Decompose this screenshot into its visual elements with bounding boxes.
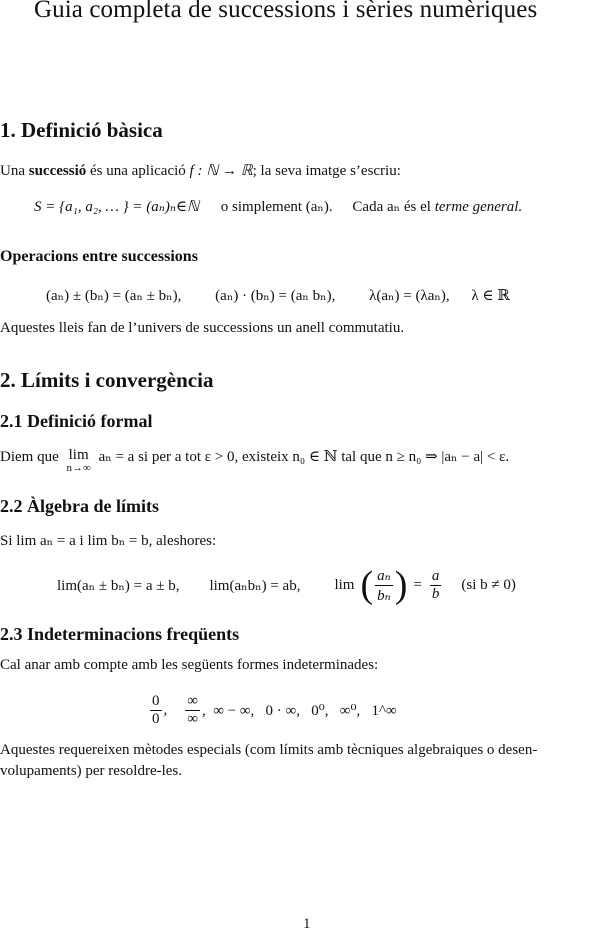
- operations-heading: Operacions entre successions: [0, 248, 198, 265]
- fraction-denominator: bₙ: [375, 585, 393, 605]
- nonzero-condition: (si b ≠ 0): [461, 576, 516, 593]
- result-denominator: b: [431, 585, 440, 602]
- subsection-2-1-heading: 2.1 Definició formal: [0, 411, 153, 431]
- other-indeterminate-forms: , ∞ − ∞, 0 · ∞, 0⁰, ∞⁰, 1^∞: [201, 702, 397, 719]
- zero-numerator: 0: [152, 692, 160, 709]
- result-fraction: [430, 568, 442, 603]
- infinity-numerator: ∞: [187, 692, 198, 709]
- infinity-denominator: ∞: [187, 710, 198, 727]
- lim-quotient-lim: lim: [334, 576, 355, 593]
- ring-note: Aquestes lleis fan de l’univers de successions un anell commutatiu.: [0, 320, 405, 336]
- def-text-c: ; la seva imatge s’escriu:: [252, 163, 401, 179]
- result-numerator: a: [431, 567, 440, 584]
- limit-subscript: n→∞: [66, 462, 91, 474]
- left-paren: (: [360, 564, 374, 606]
- limit-word: lim: [68, 447, 89, 463]
- op-lambda-real: λ ∈ ℝ: [471, 288, 510, 304]
- limit-algebra-equations: [57, 560, 516, 610]
- subsection-2-2-heading: 2.2 Àlgebra de límits: [0, 496, 159, 516]
- def-bold-term: successió: [28, 163, 87, 179]
- sequence-set-math: S = {a₁, a₂, … } = (aₙ)ₙ∈ℕ: [34, 199, 200, 215]
- section-1-heading: 1. Definició bàsica: [0, 118, 163, 142]
- zero-over-zero: [150, 693, 162, 728]
- limit-algebra-intro: Si lim aₙ = a i lim bₙ = b, aleshores:: [0, 533, 217, 549]
- formal-def-body: aₙ = a si per a tot ε > 0, existeix n₀ ∈ ℕ tal que n ≥ n₀ ⇒ |aₙ − a| < ε.: [98, 449, 510, 465]
- general-term-text: Cada aₙ és el: [352, 199, 431, 215]
- limit-operator: [66, 447, 90, 474]
- op-scalar: λ(aₙ) = (λaₙ),: [369, 288, 450, 304]
- right-paren: ): [394, 564, 408, 606]
- indeterminate-forms-line: $\frac{0}{0}$ , $\frac{\infty}{\infty}$ , ∞ − ∞, 0 · ∞, 0⁰, ∞⁰, 1^∞: [152, 692, 397, 727]
- def-math-function: f : ℕ → ℝ: [189, 163, 253, 179]
- indeterminate-intro: Cal anar amb compte amb les següents formes indeterminades:: [0, 657, 379, 673]
- op-sum: (aₙ) ± (bₙ) = (aₙ ± bₙ),: [46, 288, 182, 304]
- quotient-fraction: [375, 566, 393, 605]
- indeterminate-note-line-1: Aquestes requereixen mètodes especials (com límits amb tècniques algebraiques o desen-: [0, 742, 538, 758]
- infinity-over-infinity: [185, 693, 200, 728]
- subsection-2-3-heading: 2.3 Indeterminacions freqüents: [0, 624, 240, 644]
- equals-sign: =: [413, 576, 422, 593]
- definition-paragraph: [0, 161, 401, 180]
- formal-def-intro: Diem que: [0, 449, 59, 465]
- indeterminate-note-line-2: volupaments) per resoldre-les.: [0, 763, 183, 779]
- def-text-a: Una: [0, 163, 29, 179]
- formal-definition-line: [0, 447, 509, 474]
- lim-product-rule: lim(aₙbₙ) = ab,: [209, 577, 301, 594]
- operations-equation-line: [46, 286, 510, 305]
- lim-sum-rule: lim(aₙ ± bₙ) = a ± b,: [57, 577, 180, 594]
- document-title: Guia completa de successions i sèries numèriques: [34, 0, 538, 23]
- zero-denominator: 0: [152, 710, 160, 727]
- general-term-italic: terme general.: [434, 199, 523, 215]
- fraction-numerator: aₙ: [377, 567, 391, 584]
- page-number: 1: [303, 916, 311, 932]
- def-text-b: és una aplicació: [86, 163, 190, 179]
- section-2-heading: 2. Límits i convergència: [0, 368, 214, 392]
- sequence-equation-line: [34, 197, 522, 216]
- sequence-simple-notation: o simplement (aₙ).: [220, 199, 333, 215]
- op-product: (aₙ) · (bₙ) = (aₙ bₙ),: [215, 288, 336, 304]
